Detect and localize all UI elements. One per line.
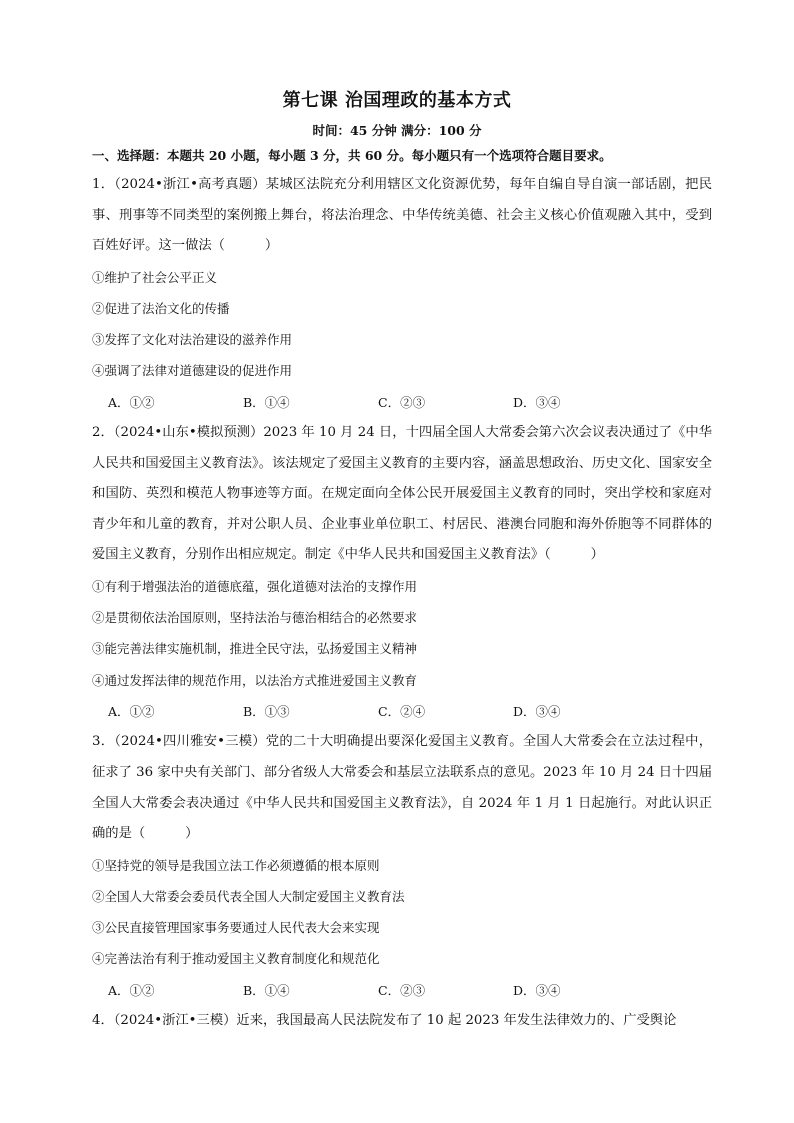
answer-choices: [92, 696, 712, 728]
choice-b: B．①④: [243, 982, 290, 998]
exam-meta: 时间：45 分钟 满分：100 分: [312, 123, 482, 138]
choice-b: B．①④: [243, 394, 290, 410]
statement-4: ④完善法治有利于推动爱国主义教育制度化和规范化: [92, 951, 380, 967]
choice-c: C．②④: [378, 703, 426, 719]
question-3: [92, 727, 712, 1006]
statement-3: ③能完善法律实施机制，推进全民守法，弘扬爱国主义精神: [92, 641, 418, 657]
statement-2: ②是贯彻依法治国原则，坚持法治与德治相结合的必然要求: [92, 610, 418, 626]
section-heading: 一、选择题：本题共 20 小题，每小题 3 分，共 60 分。每小题只有一个选项符合题目要求。: [92, 148, 612, 163]
statement-3: ③公民直接管理国家事务要通过人民代表大会来实现: [92, 920, 380, 936]
statement-1: ①坚持党的领导是我国立法工作必须遵循的根本原则: [92, 857, 380, 873]
answer-choices: [92, 975, 712, 1007]
choice-d: D．③④: [513, 703, 561, 719]
choice-c: C．②③: [378, 394, 426, 410]
question-4: [92, 1006, 712, 1037]
statement-4: ④通过发挥法律的规范作用，以法治方式推进爱国主义教育: [92, 672, 418, 688]
choice-b: B．①③: [243, 703, 290, 719]
choice-c: C．②③: [378, 982, 426, 998]
choice-d: D．③④: [513, 982, 561, 998]
choice-d: D．③④: [513, 394, 561, 410]
question-stem: 1．（2024•浙江•高考真题）某城区法院充分利用辖区文化资源优势，每年自编自导自演一部话剧，把民事、刑事等不同类型的案例搬上舞台，将法治理念、中华传统美德、社会主义核心价值观融入其中，受到百姓好评。这一做法（ ）: [92, 177, 712, 254]
choice-a: A．①②: [108, 394, 155, 410]
question-stem: 4．（2024•浙江•三模）近来，我国最高人民法院发布了 10 起 2023 年发生法律效力的、广受舆论: [92, 1013, 677, 1029]
page-title: 第七课 治国理政的基本方式: [282, 90, 512, 111]
choice-a: A．①②: [108, 982, 155, 998]
question-1: [92, 170, 712, 418]
statement-4: ④强调了法律对道德建设的促进作用: [92, 363, 293, 379]
answer-choices: [92, 387, 712, 419]
question-2: [92, 418, 712, 727]
question-list: [92, 170, 712, 1037]
statement-3: ③发挥了文化对法治建设的滋养作用: [92, 332, 293, 348]
statement-1: ①有利于增强法治的道德底蕴，强化道德对法治的支撑作用: [92, 579, 418, 595]
statement-1: ①维护了社会公平正义: [92, 269, 218, 285]
question-stem: 3．（2024•四川雅安•三模）党的二十大明确提出要深化爱国主义教育。全国人大常委会在立法过程中，征求了 36 家中央有关部门、部分省级人大常委会和基层立法联系点的意见。2023 年 10 月 24 日十四届全国人大常委会表决通过《中华人民共和国爱国主义教育法》，自 2024 年 1 月 1 日起施行。对此认识正确的是（ ）: [92, 734, 712, 842]
choice-a: A．①②: [108, 703, 155, 719]
statement-2: ②促进了法治文化的传播: [92, 300, 230, 316]
statement-2: ②全国人大常委会委员代表全国人大制定爱国主义教育法: [92, 888, 405, 904]
question-stem: 2．（2024•山东•模拟预测）2023 年 10 月 24 日，十四届全国人大常委会第六次会议表决通过了《中华人民共和国爱国主义教育法》。该法规定了爱国主义教育的主要内容，涵盖思想政治、历史文化、国家安全和国防、英烈和模范人物事迹等方面。在规定面向全体公民开展爱国主义教育的同时，突出学校和家庭对青少年和儿童的教育，并对公职人员、企业事业单位职工、村居民、港澳台同胞和海外侨胞等不同群体的爱国主义教育，分别作出相应规定。制定《中华人民共和国爱国主义教育法》（ ）: [92, 425, 712, 563]
